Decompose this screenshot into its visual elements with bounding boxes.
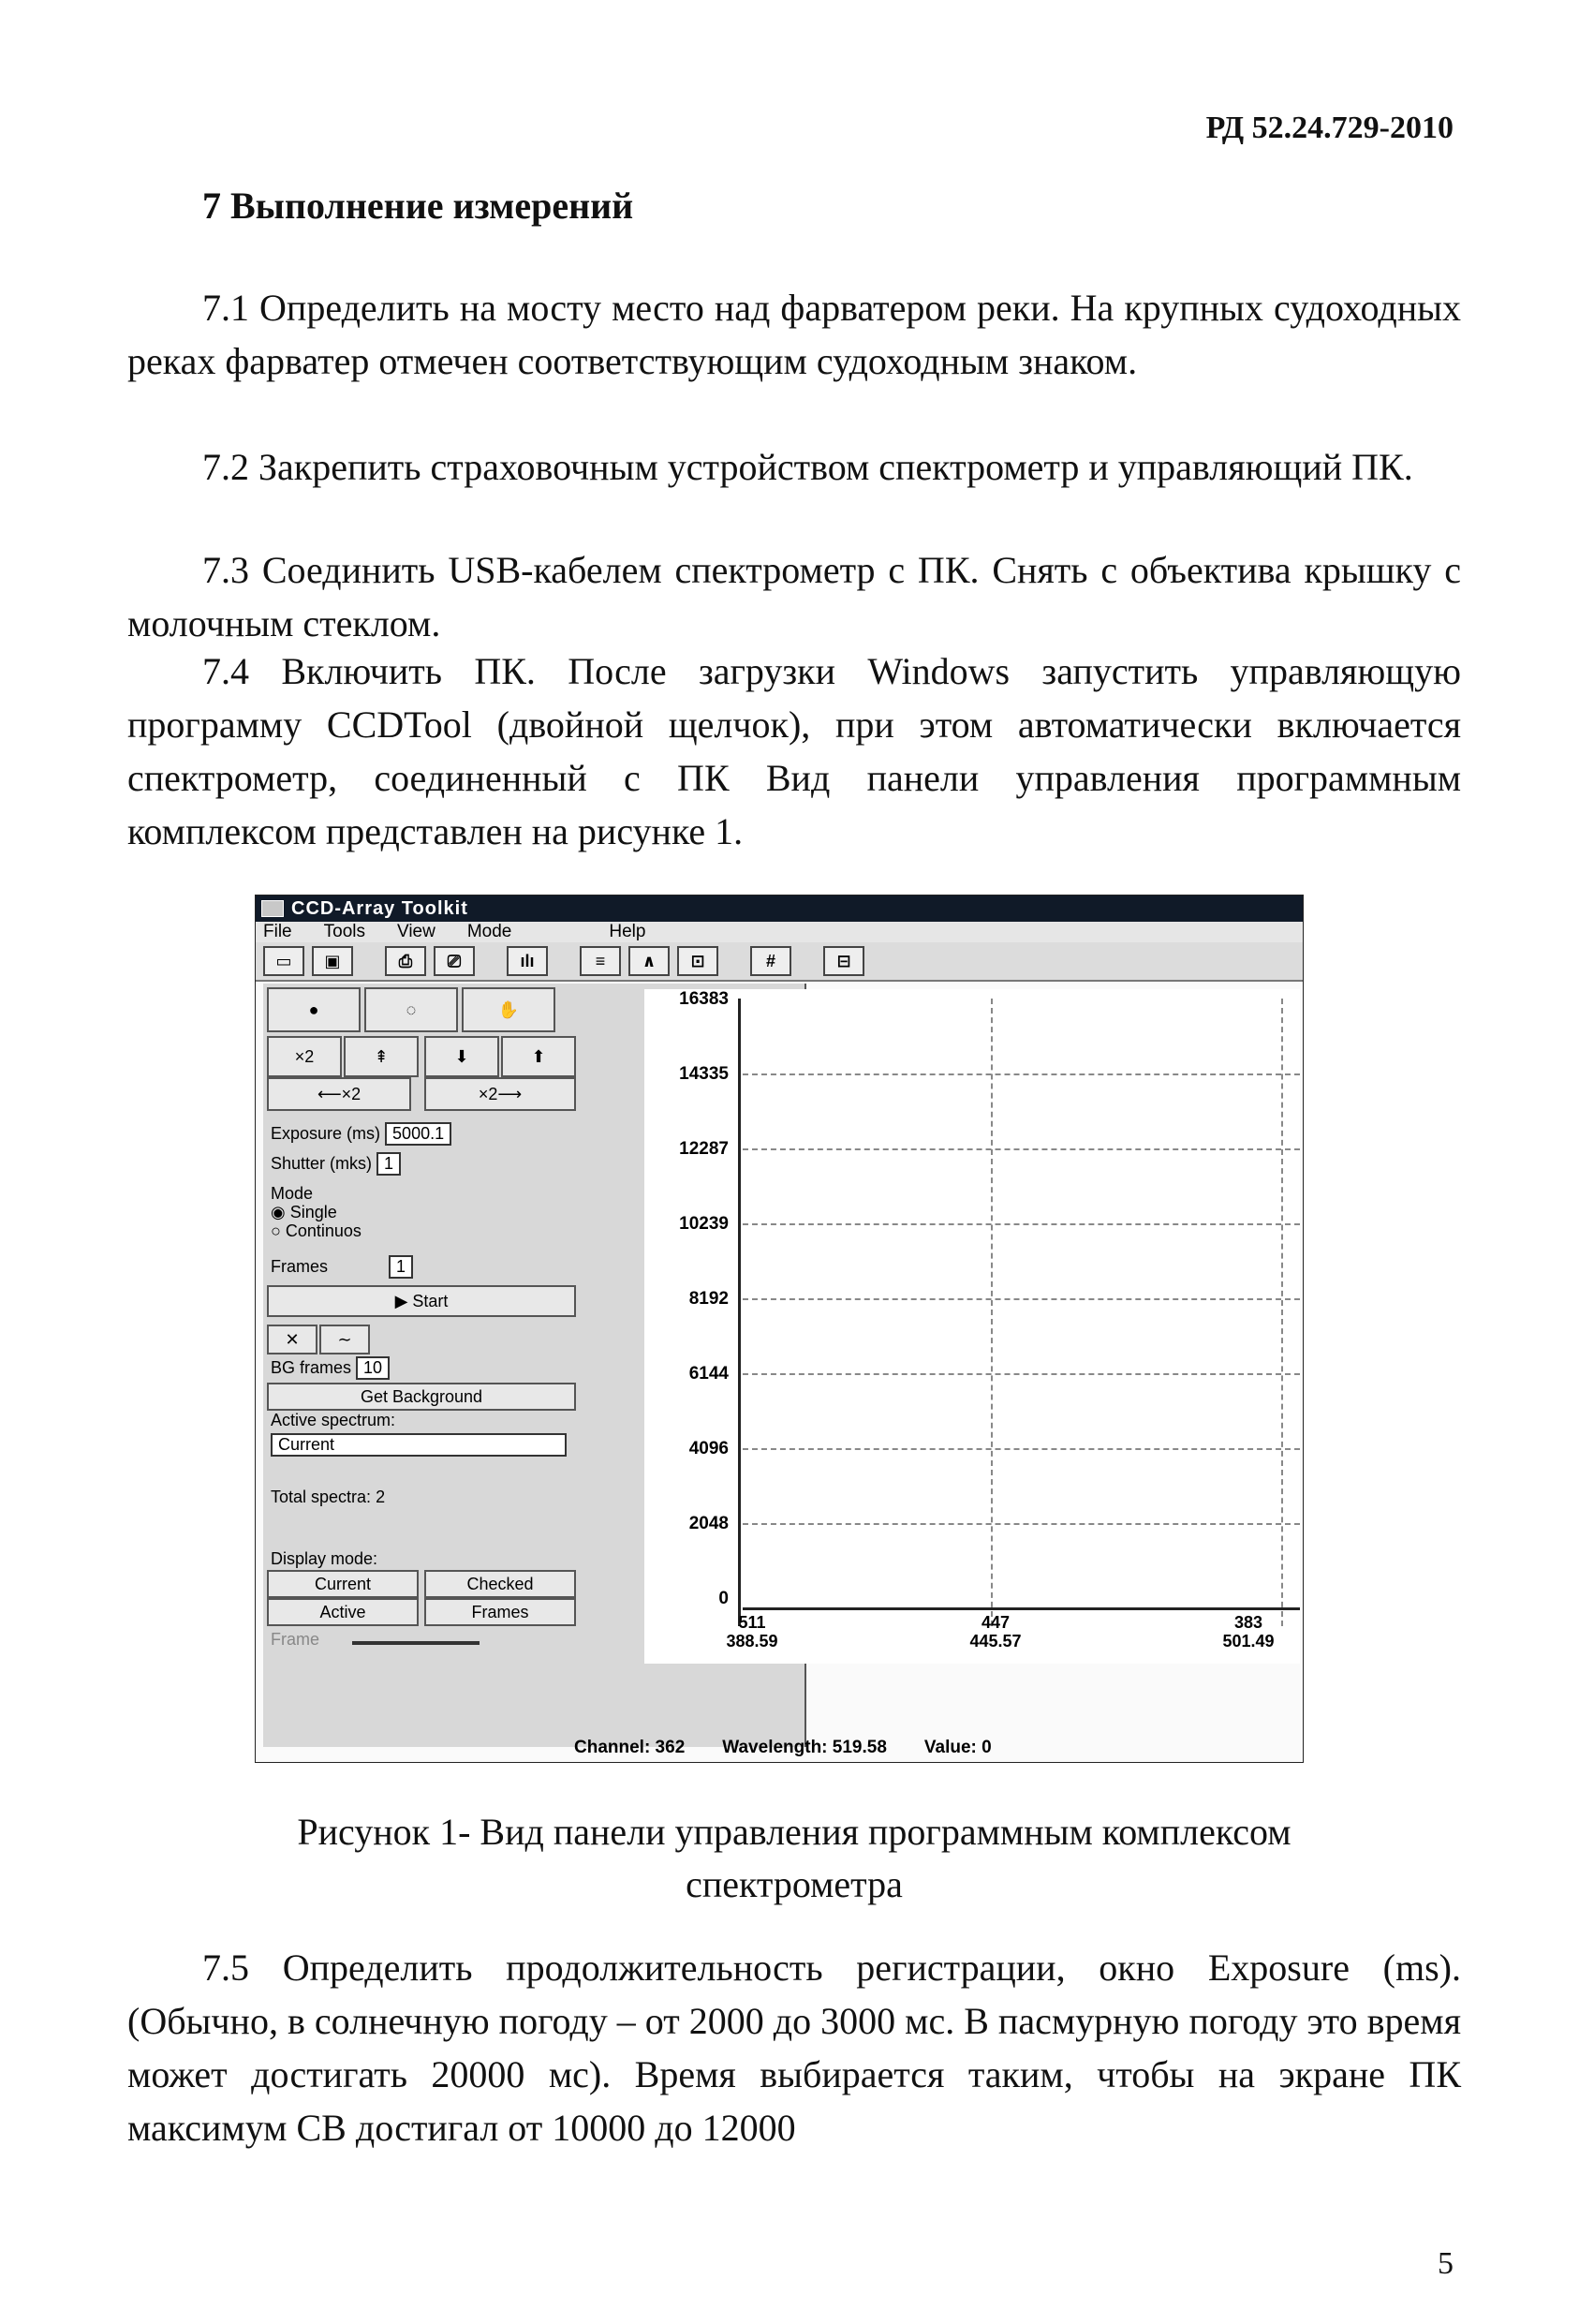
x-tick: 383 501.49 [1222, 1613, 1275, 1650]
start-button[interactable] [267, 1285, 576, 1317]
spectrum-plot[interactable] [644, 989, 1300, 1664]
arrow-down-button[interactable]: ⬇ [424, 1036, 499, 1077]
page-number: 5 [1438, 2246, 1454, 2281]
mode-single-radio[interactable]: ◉ Single [271, 1203, 337, 1221]
y-tick: 8192 [688, 1289, 729, 1309]
paragraph-7-3: 7.3 Соединить USB-кабелем спектрометр с ПК. Снять с объектива крышку с молочным стеклом. [127, 549, 1461, 644]
statusbar [574, 1738, 992, 1758]
toolbar [256, 942, 1303, 982]
menubar [256, 922, 1303, 942]
paragraph-7-5: 7.5 Определить продолжительность регистрации, окно Exposure (ms). (Обычно, в солнечную погоду – от 2000 до 3000 мс. В пасмурную погоду это время может достигать 20000 мс). Время выбирается таким, чтобы на экране ПК максимум СВ достигал от 10000 до 12000 [127, 1947, 1461, 2149]
mode-continuous-label: Continuos [285, 1221, 362, 1240]
status-value: Value: 0 [923, 1738, 992, 1757]
app-icon [261, 900, 284, 917]
get-background-button[interactable]: Get Background [267, 1383, 576, 1411]
y-tick: 0 [718, 1589, 729, 1608]
mode-single-label: Single [289, 1203, 337, 1221]
bg-frames-stepper[interactable]: 10 [356, 1356, 390, 1380]
window-title: CCD-Array Toolkit [291, 897, 468, 919]
mode-group [271, 1184, 362, 1240]
figure-caption [127, 1806, 1461, 1911]
frame-stepper[interactable] [352, 1641, 480, 1645]
zoom-icon[interactable]: ⊡ [677, 946, 718, 976]
hand-tool-button[interactable] [462, 987, 555, 1032]
print-setup-icon[interactable]: ⎚ [434, 946, 475, 976]
menu-tools[interactable]: Tools [323, 922, 365, 941]
total-spectra-value: 2 [376, 1488, 386, 1506]
start-label: Start [412, 1291, 449, 1310]
paragraph-7-1: 7.1 Определить на мосту место над фарватером реки. На крупных судоходных реках фарватер отмечен соответствующим судоходным знаком. [127, 287, 1461, 382]
stop-icon: ◌ [406, 999, 417, 1019]
grid-line [743, 1073, 1300, 1075]
save-icon[interactable]: ▣ [312, 946, 353, 976]
stop-button[interactable] [364, 987, 458, 1032]
frame-label: Frame [271, 1630, 320, 1649]
spectrum-icon[interactable]: ılı [507, 946, 548, 976]
caption-line-2: спектрометра [686, 1863, 903, 1905]
y-tick: 14335 [679, 1064, 729, 1084]
display-mode-label: Display mode: [271, 1549, 378, 1568]
exposure-row [271, 1122, 451, 1146]
paragraph-7-4: 7.4 Включить ПК. После загрузки Windows запустить управляющую программу CCDTool (двойной щелчок), при этом автоматически включается спектрометр, соединенный с ПК Вид панели управления программным комплексом представлен на рисунке 1. [127, 650, 1461, 852]
display-frames-button[interactable]: Frames [424, 1598, 576, 1626]
caption-line-1: Рисунок 1- Вид панели управления программным комплексом [297, 1811, 1291, 1853]
open-icon[interactable]: ▭ [263, 946, 304, 976]
total-spectra-label: Total spectra: [271, 1488, 372, 1506]
frame-row [271, 1630, 480, 1650]
grid-line [743, 1298, 1300, 1300]
ccd-toolkit-screenshot [255, 895, 1304, 1763]
y-tick: 4096 [688, 1439, 729, 1458]
menu-help[interactable]: Help [609, 922, 646, 941]
hand-icon: ✋ [497, 999, 520, 1019]
paragraph-7-2: 7.2 Закрепить страховочным устройством спектрометр и управляющий ПК. [202, 446, 1413, 488]
bg-frames-row [271, 1356, 390, 1380]
status-wavelength: Wavelength: 519.58 [722, 1738, 887, 1757]
shutter-label: Shutter (mks) [271, 1154, 373, 1173]
exposure-input[interactable]: 5000.1 [385, 1122, 451, 1146]
peak-icon[interactable]: ∧ [628, 946, 670, 976]
record-button[interactable] [267, 987, 361, 1032]
exposure-label: Exposure (ms) [271, 1124, 381, 1143]
mode-label: Mode [271, 1184, 314, 1203]
scale-x2-button[interactable]: ×2 [267, 1036, 342, 1077]
display-current-button[interactable]: Current [267, 1570, 419, 1598]
play-icon: ▶ [394, 1291, 413, 1310]
mode-continuous-radio[interactable]: ○ Continuos [271, 1221, 362, 1240]
y-tick: 12287 [679, 1139, 729, 1159]
status-channel: Channel: 362 [574, 1738, 686, 1757]
x-axis [743, 1607, 1300, 1610]
window-icon[interactable]: ⊟ [823, 946, 864, 976]
menu-view[interactable]: View [396, 922, 435, 941]
shutter-input[interactable]: 1 [376, 1152, 401, 1176]
menu-mode[interactable]: Mode [466, 922, 512, 941]
print-icon[interactable]: ⎙ [385, 946, 426, 976]
cross-icon: ✕ [285, 1329, 300, 1349]
window-titlebar [256, 896, 1303, 922]
frames-label: Frames [271, 1257, 329, 1276]
frames-row [271, 1255, 413, 1279]
menu-file[interactable]: File [263, 922, 292, 941]
grid-line [991, 999, 993, 1626]
record-icon: ● [308, 999, 319, 1019]
active-spectrum-select[interactable]: Current [271, 1433, 567, 1457]
y-tick: 6144 [688, 1364, 729, 1384]
y-tick: 16383 [679, 989, 729, 1009]
x-tick: 447 445.57 [969, 1613, 1022, 1650]
x-tick: 511 388.59 [726, 1613, 778, 1650]
total-spectra-row [271, 1488, 385, 1507]
grid-line [743, 1448, 1300, 1450]
active-spectrum-label: Active spectrum: [271, 1411, 396, 1429]
document-code: РД 52.24.729-2010 [1205, 111, 1454, 145]
display-active-button[interactable]: Active [267, 1598, 419, 1626]
bg-frames-label: BG frames [271, 1358, 352, 1377]
grid-line [743, 1523, 1300, 1525]
grid-line [743, 1373, 1300, 1375]
list-icon[interactable]: ≡ [580, 946, 621, 976]
y-tick: 2048 [688, 1514, 729, 1533]
shrink-x2-button[interactable]: ⟵×2 [267, 1077, 411, 1111]
section-title: 7 Выполнение измерений [202, 185, 634, 227]
grid-line [743, 1148, 1300, 1150]
grid-line [743, 1223, 1300, 1225]
arrow-up-button[interactable]: ⬆ [501, 1036, 576, 1077]
y-tick: 10239 [679, 1214, 729, 1234]
scale-up-button[interactable]: ⇞ [344, 1036, 419, 1077]
shutter-row [271, 1152, 401, 1176]
grid-line [1281, 999, 1283, 1626]
grid-icon[interactable]: # [750, 946, 791, 976]
wave-icon: ∼ [337, 1329, 352, 1349]
frames-stepper[interactable]: 1 [389, 1255, 413, 1279]
display-checked-button[interactable]: Checked [424, 1570, 576, 1598]
bg-subtract-button[interactable] [267, 1325, 317, 1354]
bg-show-button[interactable] [319, 1325, 370, 1354]
expand-x2-button[interactable]: ×2⟶ [424, 1077, 576, 1111]
y-axis [738, 999, 741, 1626]
